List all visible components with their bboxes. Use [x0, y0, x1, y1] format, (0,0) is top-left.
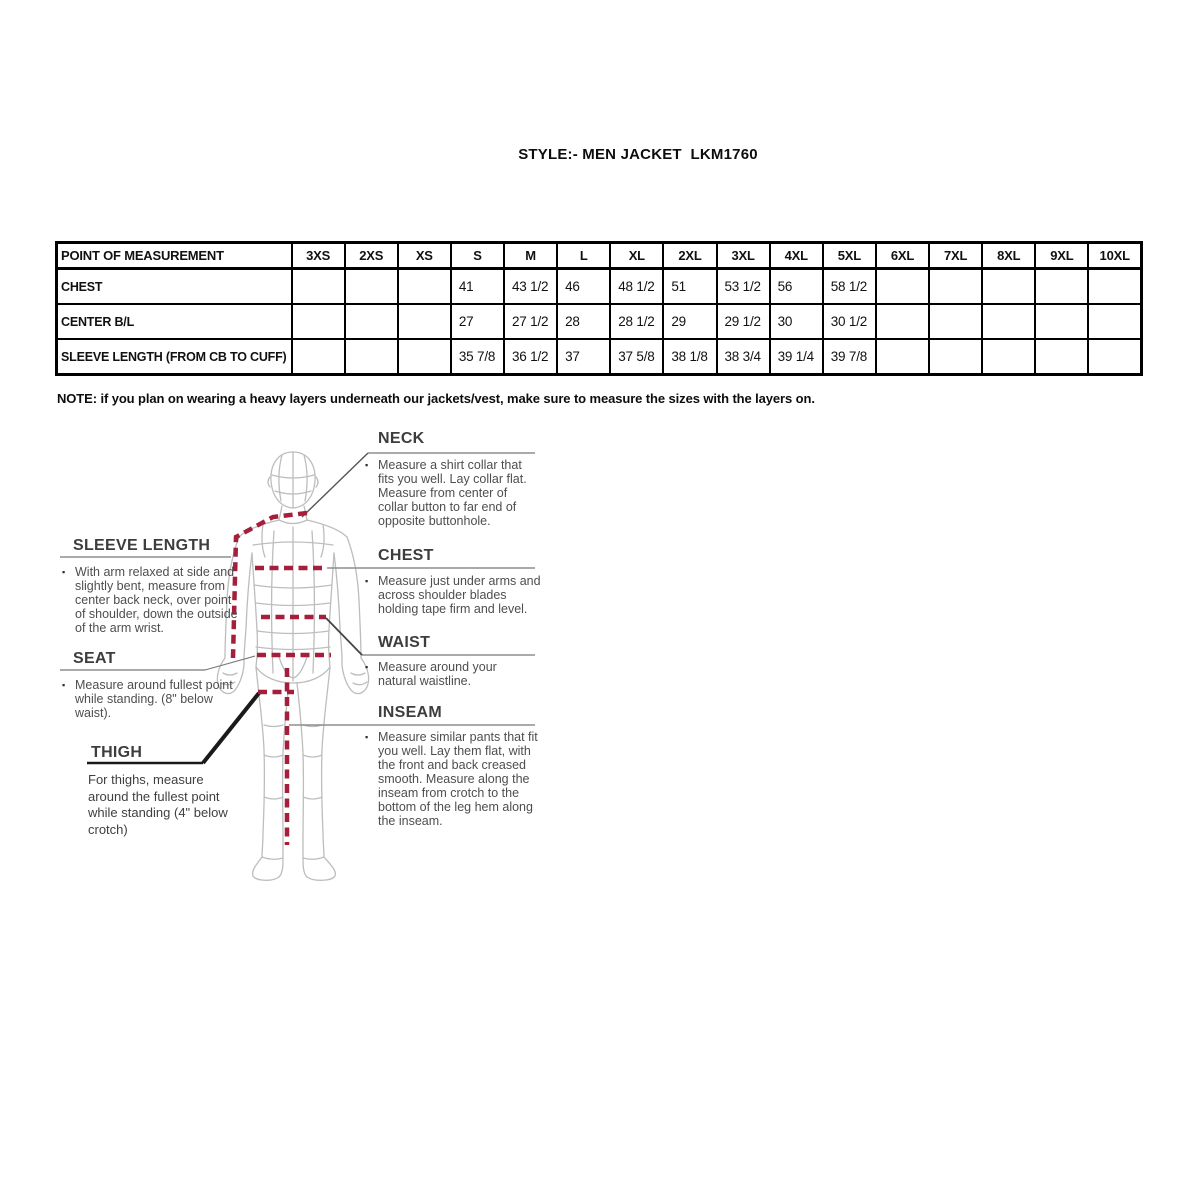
thigh-description: For thighs, measure around the fullest point while standing (4" below crotch)	[88, 772, 228, 837]
seat-description: ▪ Measure around fullest point while standing. (8" below waist).	[62, 678, 233, 720]
size-value-cell	[1088, 269, 1141, 305]
neck-label	[365, 430, 527, 528]
seat-title: SEAT	[73, 650, 116, 667]
size-column-header: 8XL	[982, 243, 1035, 269]
measurement-row-label: SLEEVE LENGTH (FROM CB TO CUFF)	[57, 339, 292, 375]
size-value-cell	[929, 339, 982, 375]
size-value-cell: 48 1/2	[610, 269, 663, 305]
size-value-cell	[398, 304, 451, 339]
bullet-icon: ▪	[365, 576, 369, 586]
size-value-cell	[929, 304, 982, 339]
size-chart-header	[57, 243, 1142, 269]
page-title: STYLE:- MEN JACKET LKM1760	[518, 146, 758, 163]
size-column-header: 2XS	[345, 243, 398, 269]
size-value-cell: 30 1/2	[823, 304, 876, 339]
size-value-cell: 56	[770, 269, 823, 305]
size-value-cell: 46	[557, 269, 610, 305]
size-value-cell: 37	[557, 339, 610, 375]
bullet-icon: ▪	[365, 460, 369, 470]
size-value-cell	[1035, 339, 1088, 375]
size-value-cell	[982, 304, 1035, 339]
size-column-header: S	[451, 243, 504, 269]
size-value-cell	[929, 269, 982, 305]
size-value-cell: 28	[557, 304, 610, 339]
size-value-cell	[345, 339, 398, 375]
measurement-row-label: CHEST	[57, 269, 292, 305]
waist-leader-line	[326, 618, 362, 655]
size-value-cell	[1088, 304, 1141, 339]
inseam-description: ▪ Measure similar pants that fit you well. Lay them flat, with the front and back creased smooth. Measure along the inseam from crotch to the bottom of the leg hem along the inseam.	[365, 730, 538, 828]
inseam-title: INSEAM	[378, 704, 443, 721]
sleeve-length-description: ▪ With arm relaxed at side and slightly bent, measure from center back neck, over point of shoulder, down the outside of the arm wrist.	[62, 565, 238, 635]
size-value-cell: 36 1/2	[504, 339, 557, 375]
measurement-row-label: CENTER B/L	[57, 304, 292, 339]
size-column-header: L	[557, 243, 610, 269]
inseam-label	[365, 704, 538, 828]
measurement-diagram	[55, 425, 555, 890]
sleeve-length-title: SLEEVE LENGTH	[73, 537, 211, 554]
size-column-header: 3XS	[292, 243, 345, 269]
waist-title: WAIST	[378, 634, 431, 651]
seat-leader-line	[205, 656, 255, 670]
size-column-header: 4XL	[770, 243, 823, 269]
bullet-icon: ▪	[62, 680, 66, 690]
size-value-cell: 30	[770, 304, 823, 339]
size-value-cell: 39 7/8	[823, 339, 876, 375]
note-text: NOTE: if you plan on wearing a heavy layers underneath our jackets/vest, make sure to measure the sizes with the layers on.	[57, 391, 815, 406]
size-value-cell	[1088, 339, 1141, 375]
bullet-icon: ▪	[365, 732, 369, 742]
point-of-measurement-header: POINT OF MEASUREMENT	[57, 243, 292, 269]
measurement-row	[57, 304, 1142, 339]
size-value-cell: 37 5/8	[610, 339, 663, 375]
size-value-cell	[345, 304, 398, 339]
size-value-cell	[876, 339, 929, 375]
size-value-cell: 27	[451, 304, 504, 339]
size-value-cell: 58 1/2	[823, 269, 876, 305]
measurement-row	[57, 339, 1142, 375]
size-value-cell	[1035, 304, 1088, 339]
size-value-cell: 27 1/2	[504, 304, 557, 339]
size-column-header: 3XL	[717, 243, 770, 269]
size-value-cell: 51	[663, 269, 716, 305]
size-value-cell: 39 1/4	[770, 339, 823, 375]
size-value-cell: 35 7/8	[451, 339, 504, 375]
size-value-cell: 28 1/2	[610, 304, 663, 339]
size-value-cell	[398, 269, 451, 305]
size-column-header: 2XL	[663, 243, 716, 269]
seat-label	[62, 650, 233, 720]
size-column-header: XL	[610, 243, 663, 269]
size-value-cell	[876, 304, 929, 339]
size-value-cell	[292, 304, 345, 339]
size-column-header: 7XL	[929, 243, 982, 269]
size-value-cell	[1035, 269, 1088, 305]
neck-description: ▪ Measure a shirt collar that fits you well. Lay collar flat. Measure from center of collar button to far end of opposite buttonhole.	[365, 458, 527, 528]
size-column-header: 5XL	[823, 243, 876, 269]
neck-title: NECK	[378, 430, 425, 447]
bullet-icon: ▪	[62, 567, 66, 577]
size-chart-body	[57, 269, 1142, 375]
size-value-cell	[398, 339, 451, 375]
size-column-header: XS	[398, 243, 451, 269]
thigh-label	[88, 744, 228, 837]
size-column-header: 10XL	[1088, 243, 1141, 269]
size-column-header: 6XL	[876, 243, 929, 269]
size-value-cell: 29	[663, 304, 716, 339]
thigh-title: THIGH	[91, 744, 143, 761]
size-value-cell: 43 1/2	[504, 269, 557, 305]
size-value-cell: 53 1/2	[717, 269, 770, 305]
size-chart-table	[55, 241, 1143, 376]
size-value-cell	[982, 339, 1035, 375]
size-value-cell: 29 1/2	[717, 304, 770, 339]
size-column-header: M	[504, 243, 557, 269]
chest-title: CHEST	[378, 547, 434, 564]
size-value-cell	[876, 269, 929, 305]
bullet-icon: ▪	[365, 662, 369, 672]
size-value-cell: 38 3/4	[717, 339, 770, 375]
size-column-header: 9XL	[1035, 243, 1088, 269]
chest-label	[365, 547, 541, 616]
size-value-cell	[292, 269, 345, 305]
waist-description: ▪ Measure around your natural waistline.	[365, 660, 497, 688]
chest-description: ▪ Measure just under arms and across shoulder blades holding tape firm and level.	[365, 574, 541, 616]
size-value-cell: 41	[451, 269, 504, 305]
size-value-cell	[345, 269, 398, 305]
waist-label	[365, 634, 497, 688]
size-value-cell: 38 1/8	[663, 339, 716, 375]
measurement-row	[57, 269, 1142, 305]
sleeve-length-label	[62, 537, 238, 635]
size-value-cell	[292, 339, 345, 375]
size-value-cell	[982, 269, 1035, 305]
